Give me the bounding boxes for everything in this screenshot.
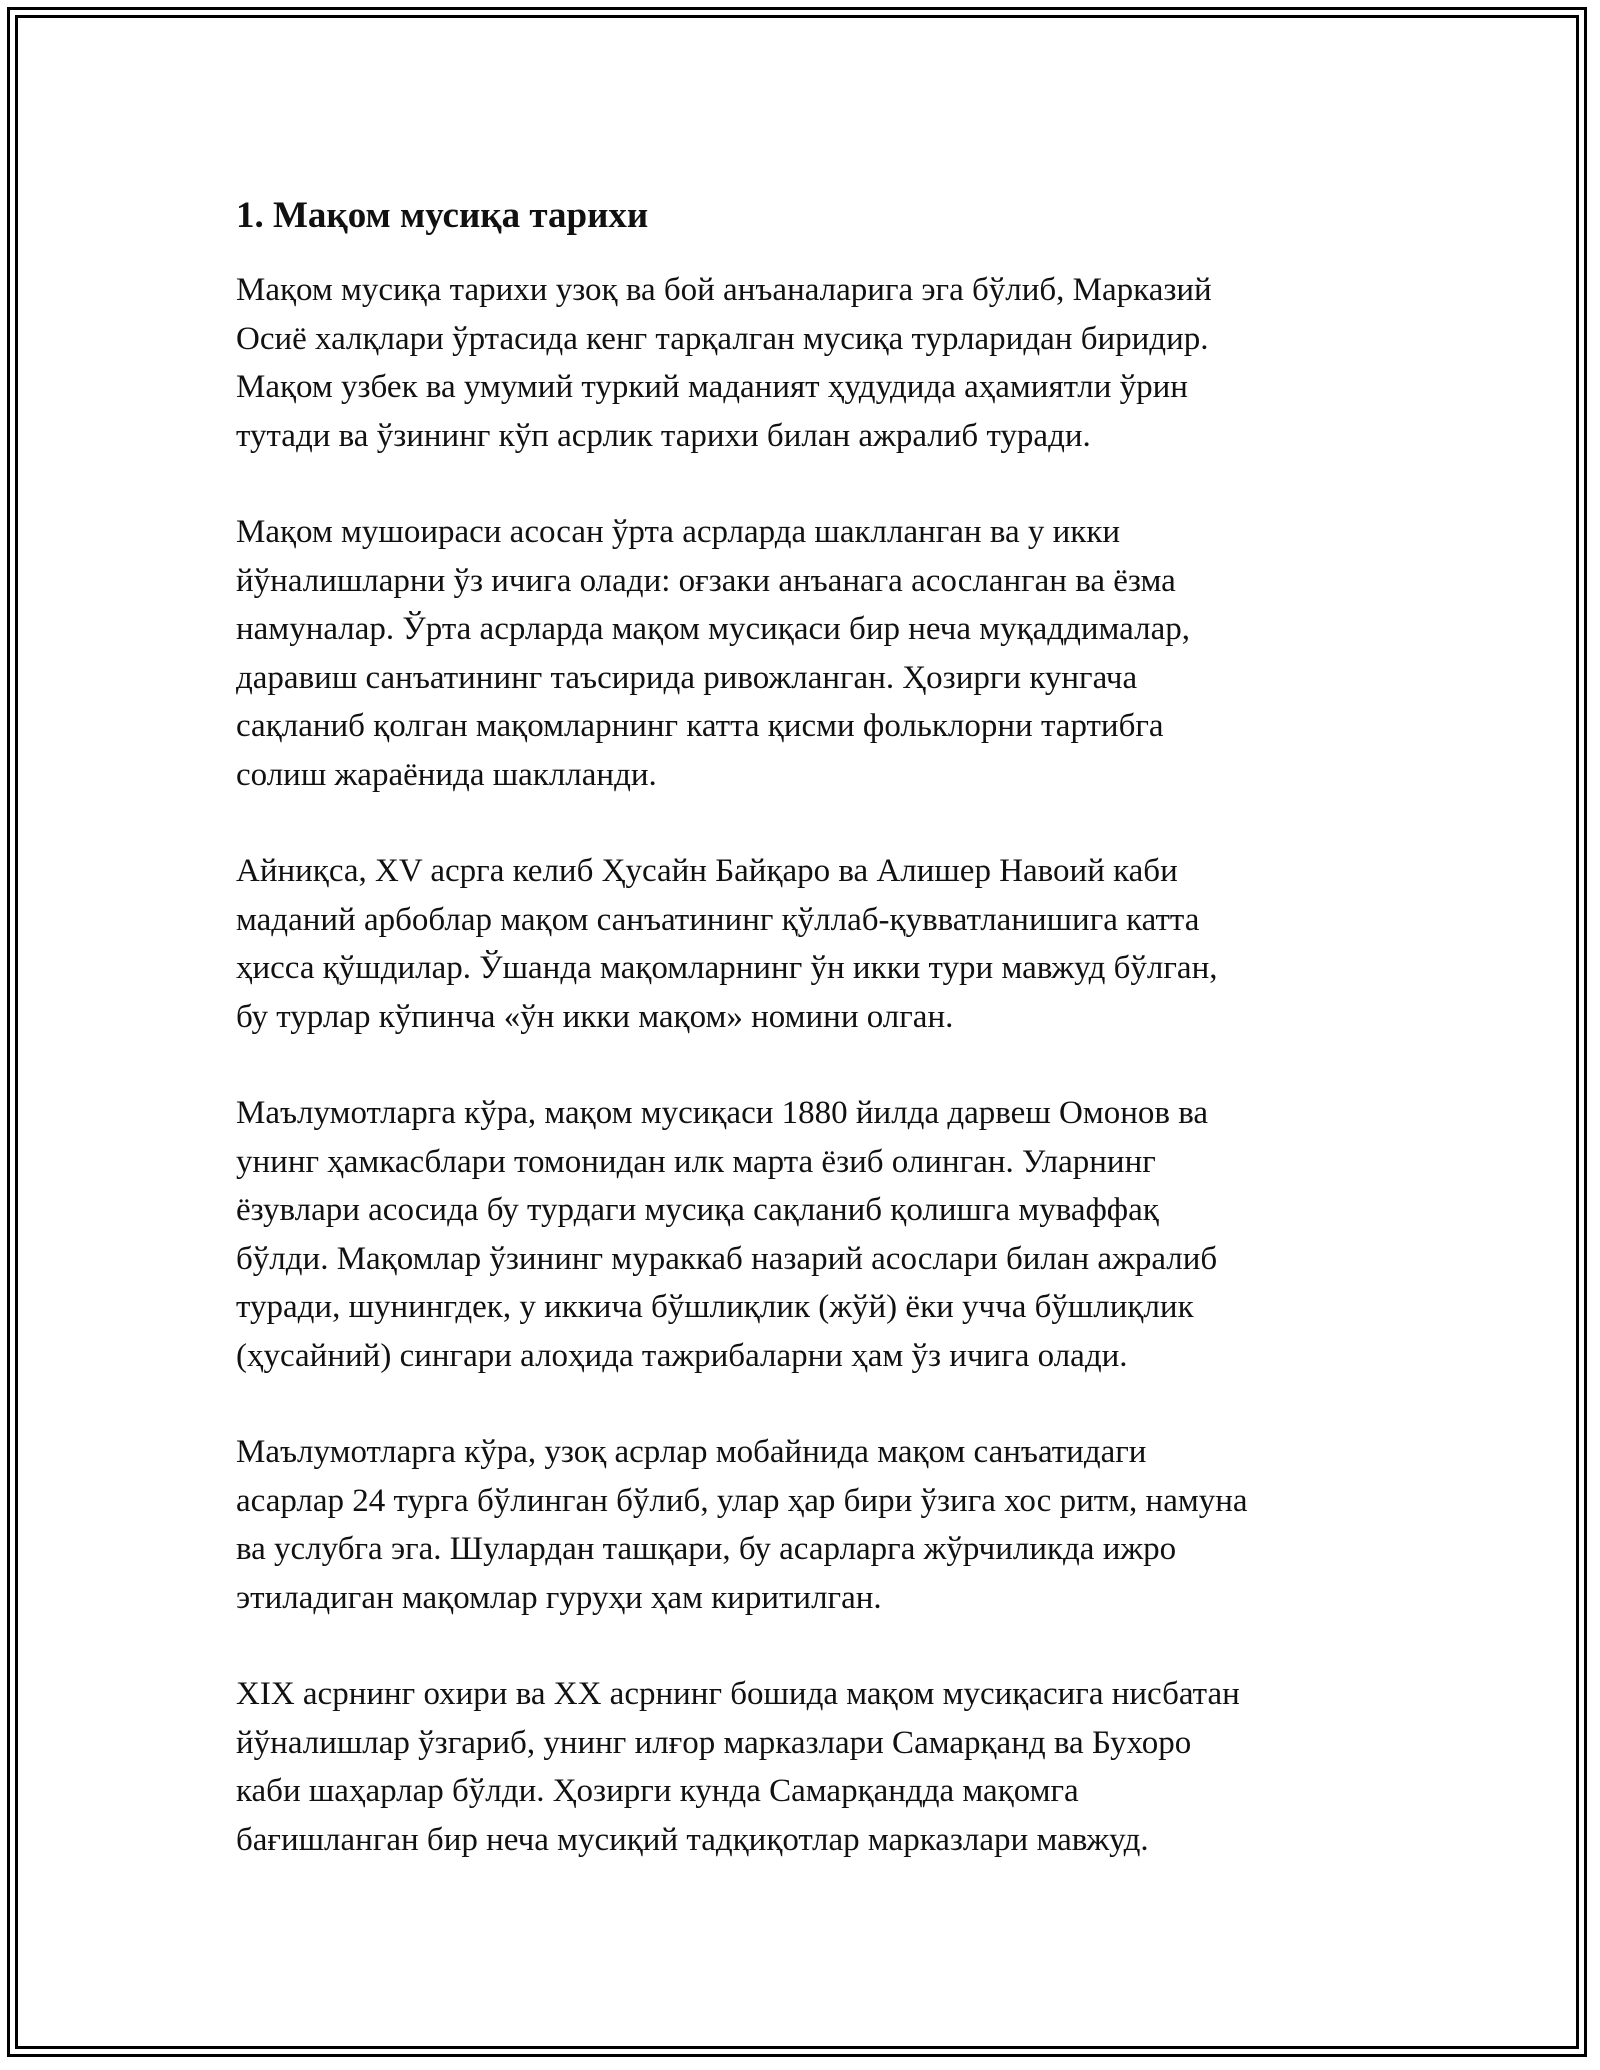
text-line: ҳисса қўшдилар. Ўшанда мақомларнинг ўн икки тури мавжуд бўлган,	[236, 950, 1218, 986]
section-heading: 1. Мақом мусиқа тарихи	[236, 195, 649, 236]
text-line: маданий арбоблар мақом санъатининг қўллаб-қувватланишига катта	[236, 901, 1200, 938]
text-line: каби шаҳарлар бўлди. Ҳозирги кунда Самарқандда мақомга	[236, 1773, 1079, 1809]
text-line: бу турлар кўпинча «ўн икки мақом» номини олган.	[236, 998, 954, 1035]
paragraph-1	[236, 266, 1376, 460]
paragraph-6	[236, 1670, 1376, 1864]
text-line: сақланиб қолган мақомларнинг катта қисми фольклорни тартибга	[236, 708, 1164, 744]
text-line: намуналар. Ўрта асрларда мақом мусиқаси бир неча муқаддималар,	[236, 611, 1190, 647]
text-line: бўлди. Мақомлар ўзининг мураккаб назарий асослари билан ажралиб	[236, 1240, 1218, 1277]
text-line: Мақом мусиқа тарихи узоқ ва бой анъаналарига эга бўлиб, Марказий	[236, 272, 1212, 308]
text-line: тутади ва ўзининг кўп асрлик тарихи билан ажралиб туради.	[236, 417, 1091, 454]
text-line: асарлар 24 турга бўлинган бўлиб, улар ҳар бири ўзига хос ритм, намуна	[236, 1482, 1248, 1519]
text-line: Осиё халқлари ўртасида кенг тарқалган мусиқа турларидан биридир.	[236, 320, 1209, 357]
paragraph-5	[236, 1428, 1376, 1622]
text-line: Мақом мушоираси асосан ўрта асрларда шаклланган ва у икки	[236, 514, 1121, 550]
paragraph-2	[236, 508, 1376, 799]
text-line: Маълумотларга кўра, мақом мусиқаси 1880 йилда дарвеш Омонов ва	[236, 1095, 1208, 1131]
paragraph-3	[236, 847, 1376, 1041]
text-line: Айниқса, XV асрга келиб Ҳусайн Байқаро ва Алишер Навоий каби	[236, 853, 1178, 889]
text-line: Мақом узбек ва умумий туркий маданият ҳудудида аҳамиятли ўрин	[236, 369, 1188, 405]
text-line: ёзувлари асосида бу турдаги мусиқа сақланиб қолишга муваффақ	[236, 1192, 1159, 1228]
text-line: ва услубга эга. Шулардан ташқари, бу асарларга жўрчиликда ижро	[236, 1531, 1177, 1567]
text-line: (ҳусайний) сингари алоҳида тажрибаларни ҳам ўз ичига олади.	[236, 1337, 1128, 1374]
text-line: туради, шунингдек, у иккича бўшлиқлик (жўй) ёки учча бўшлиқлик	[236, 1289, 1194, 1325]
text-line: солиш жараёнида шаклланди.	[236, 756, 657, 793]
document-body	[236, 188, 1376, 1912]
text-line: даравиш санъатининг таъсирида ривожланган. Ҳозирги кунгача	[236, 659, 1138, 696]
text-line: бағишланган бир неча мусиқий тадқиқотлар марказлари мавжуд.	[236, 1821, 1149, 1858]
text-line: унинг ҳамкасблари томонидан илк марта ёзиб олинган. Уларнинг	[236, 1143, 1156, 1180]
text-line: йўналишларни ўз ичига олади: оғзаки анъанага асосланган ва ёзма	[236, 562, 1176, 599]
text-line: XIX асрнинг охири ва XX асрнинг бошида мақом мусиқасига нисбатан	[236, 1676, 1240, 1712]
paragraph-4	[236, 1089, 1376, 1380]
text-line: йўналишлар ўзгариб, унинг илғор марказлари Самарқанд ва Бухоро	[236, 1724, 1192, 1761]
text-line: этиладиган мақомлар гуруҳи ҳам киритилган.	[236, 1579, 882, 1616]
text-line: Маълумотларга кўра, узоқ асрлар мобайнида мақом санъатидаги	[236, 1434, 1147, 1470]
